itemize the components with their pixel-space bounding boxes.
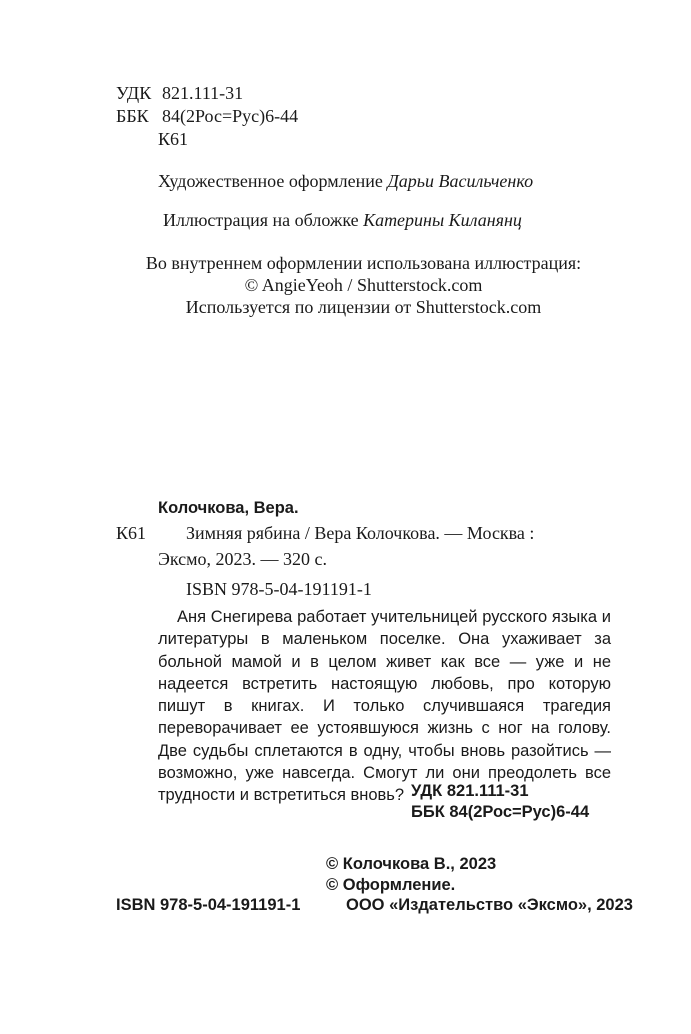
catalog-title-line2: Эксмо, 2023. — 320 с.: [158, 549, 328, 569]
catalog-author-heading: Колочкова, Вера.: [158, 499, 299, 517]
bbk-label: ББК: [116, 106, 149, 126]
catalog-mark: К61: [116, 523, 147, 543]
bbk-bottom: ББК 84(2Рос=Рус)6-44: [411, 803, 590, 821]
cover-credit-prefix: Иллюстрация на обложке: [163, 210, 359, 230]
udk-label: УДК: [116, 83, 152, 103]
design-credit-prefix: Художественное оформление: [158, 171, 383, 191]
design-credit-name: Дарьи Васильченко: [387, 171, 534, 191]
udk-bottom: УДК 821.111-31: [411, 782, 529, 800]
copyright-author: © Колочкова В., 2023: [326, 855, 497, 873]
annotation: [158, 606, 611, 807]
interior-illustration-line2: © AngieYeoh / Shutterstock.com: [244, 275, 483, 295]
udk-value: 821.111-31: [162, 83, 244, 103]
copyright-isbn: ISBN 978-5-04-191191-1: [116, 896, 301, 914]
author-mark-top: К61: [158, 129, 189, 149]
catalog-title-line1: Зимняя рябина / Вера Колочкова. — Москва :: [186, 523, 535, 543]
interior-illustration-line1: Во внутреннем оформлении использована иллюстрация:: [145, 253, 582, 273]
cover-credit-name: Катерины Киланянц: [363, 210, 522, 230]
copyright-publisher: ООО «Издательство «Эксмо», 2023: [346, 896, 633, 914]
interior-illustration-line3: Используется по лицензии от Shutterstock.com: [185, 297, 542, 317]
catalog-isbn: ISBN 978-5-04-191191-1: [186, 579, 372, 599]
bbk-value: 84(2Рос=Рус)6-44: [162, 106, 299, 126]
cover-credit: [163, 210, 522, 231]
annotation-text: Аня Снегирева работает учительницей русского языка и литературы в маленьком поселке. Она ухаживает за больной мамой и в целом живет как все — уже и не надеется встретить настоящую любовь, про которую пишут в книгах. И только случившаяся трагедия переворачивает ее устоявшуюся жизнь с ног на голову. Две судьбы сплетаются в одну, чтобы вновь разойтись — возможно, уже навсегда. Смогут ли они преодолеть все трудности и встретиться вновь?: [158, 608, 611, 805]
copyright-design: © Оформление.: [326, 876, 456, 894]
design-credit: [158, 171, 533, 192]
